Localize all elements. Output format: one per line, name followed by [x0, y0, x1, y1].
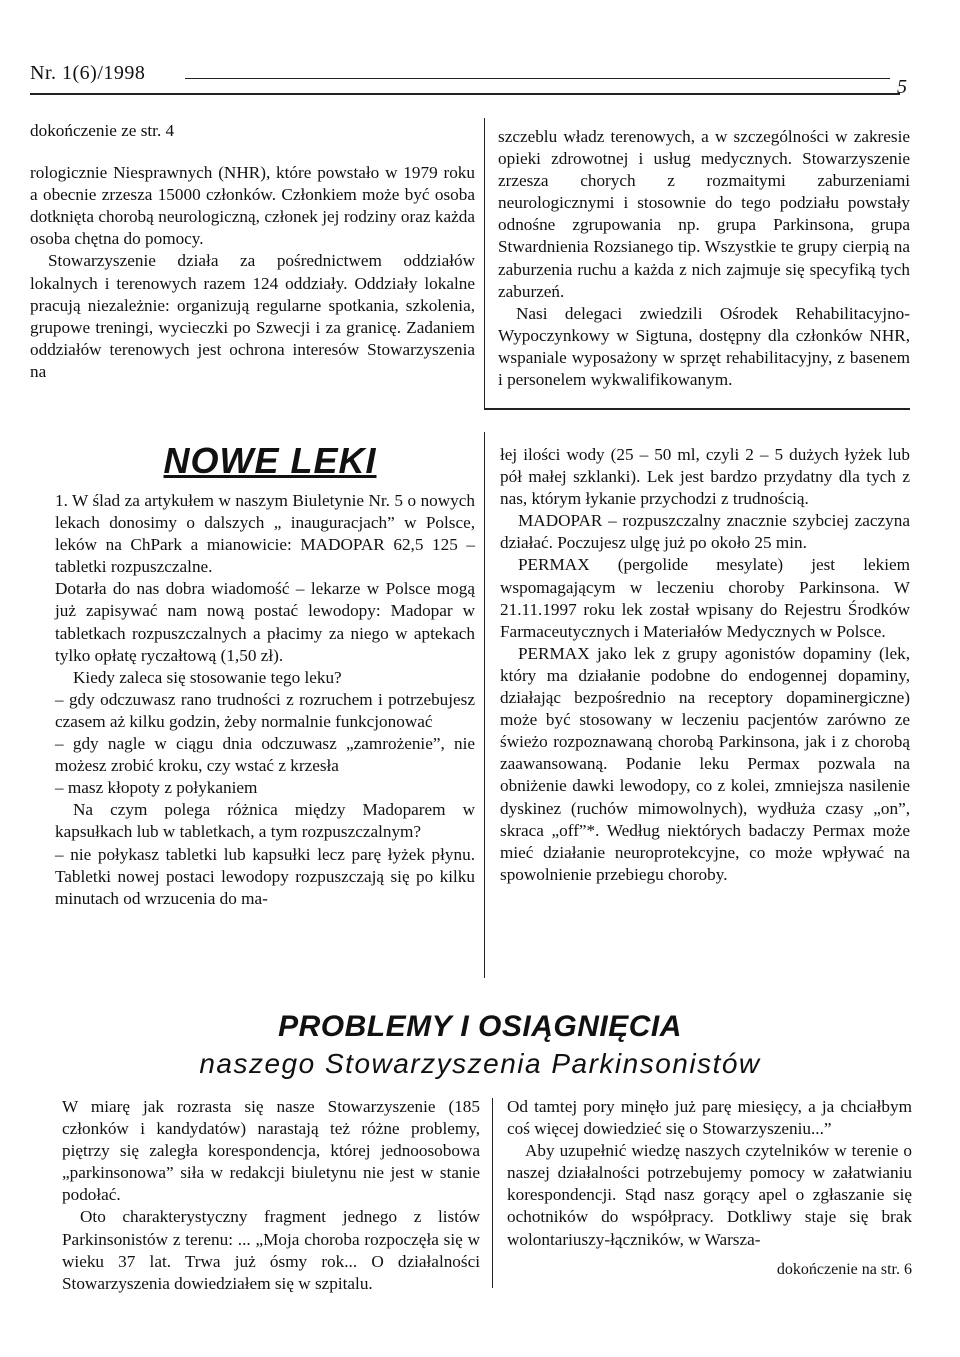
top-left-column	[30, 120, 475, 383]
paragraph: W miarę jak rozrasta się nasze Stowarzyszenie (185 członków i kandydatów) narastają też różne problemy, piętrzy się zaległa korespondencja, której jednoosobowa „parkinsonowa” siła w redakcji biuletynu nie jest w stanie podołać.	[62, 1097, 480, 1205]
list-item: – masz kłopoty z połykaniem	[55, 778, 258, 798]
list-item: – gdy odczuwasz rano trudności z rozruchem i potrzebujesz czasem aż kilku godzin, żeby normalnie funkcjonować	[55, 689, 475, 731]
paragraph: szczeblu władz terenowych, a w szczególności w zakresie opieki zdrowotnej i usług medycznych. Stowarzyszenie zrzesza chorych z rozmaitymi zaburzeniami neurologicznymi i stosownie do tego podziału powstały odnośne zgrupowania np. grupa Parkinsona, grupa Stwardnienia Rozsianego tip. Wszystkie te grupy cierpią na zaburzenia ruchu a każda z nich zajmuje się specyfiką tych zaburzeń.	[498, 127, 910, 301]
list-item: – nie połykasz tabletki lub kapsułki lecz parę łyżek płynu. Tabletki nowej postaci lewodopy rozpuszczają się po kilku minutach od wrzucenia do ma-	[55, 844, 475, 908]
paragraph: Od tamtej pory minęło już parę miesięcy, a ja chciałbym coś więcej dowiedzieć się o Stowarzyszeniu...”	[507, 1097, 912, 1139]
nowe-leki-left-column	[55, 490, 475, 910]
column-divider	[492, 1098, 493, 1288]
column-divider	[484, 118, 485, 408]
paragraph: Stowarzyszenie działa za pośrednictwem oddziałów lokalnych i terenowych razem 124 oddziały. Oddziały lokalne pracują niezależnie: organizują regularne spotkania, szkolenia, grupowe treningi, wycieczki po Szwecji i za granicę. Zadaniem oddziałów terenowych jest ochrona interesów Stowarzyszenia na	[30, 251, 475, 381]
issue-number: Nr. 1(6)/1998	[30, 62, 146, 84]
header-rule-bottom	[30, 93, 900, 95]
paragraph: PERMAX (pergolide mesylate) jest lekiem wspomagającym w leczeniu choroby Parkinsona. W 21.11.1997 roku lek został wpisany do Rejestru Środków Farmaceutycznych i Materiałów Medycznych w Polsce.	[500, 555, 910, 641]
paragraph: rologicznie Niesprawnych (NHR), które powstało w 1979 roku a obecnie zrzesza 15000 członków. Członkiem może być osoba dotknięta chorobą neurologiczną, członek jej rodziny oraz każda osoba chętna do pomocy.	[30, 163, 475, 249]
continued-from-note: dokończenie ze str. 4	[30, 121, 175, 140]
page-number: 5	[897, 76, 907, 98]
problemy-left-column	[62, 1096, 480, 1295]
column-divider	[484, 432, 485, 978]
paragraph: MADOPAR – rozpuszczalny znacznie szybciej zaczyna działać. Poczujesz ulgę już po około 25 min.	[500, 511, 910, 553]
paragraph: Dotarła do nas dobra wiadomość – lekarze w Polsce mogą już zapisywać nam nową postać lewodopy: Madopar w tabletkach rozpuszczalnych a płacimy za niego w aptekach tylko opłatę ryczałtową (1,50 zł).	[55, 579, 475, 665]
paragraph: Kiedy zaleca się stosowanie tego leku?	[73, 667, 342, 687]
paragraph: Na czym polega różnica między Madoparem w kapsułkach lub w tabletkach, a tym rozpuszczalnym?	[55, 800, 475, 842]
paragraph: 1. W ślad za artykułem w naszym Biuletynie Nr. 5 o nowych lekach donosimy o dalszych „ inauguracjach” w Polsce, leków na ChPark a mianowicie: MADOPAR 62,5 125 – tabletki rozpuszczalne.	[55, 491, 475, 577]
section-title-nowe-leki: NOWE LEKI	[163, 440, 377, 481]
paragraph: Nasi delegaci zwiedzili Ośrodek Rehabilitacyjno-Wypoczynkowy w Sigtuna, dostępny dla członków NHR, wspaniale wyposażony w sprzęt rehabilitacyjny, z basenem i personelem wykwalifikowanym.	[498, 303, 910, 390]
problemy-right-column	[507, 1096, 912, 1281]
section-subtitle: naszego Stowarzyszenia Parkinsonistów	[199, 1048, 761, 1079]
nowe-leki-right-column	[500, 444, 910, 886]
list-item: – gdy nagle w ciągu dnia odczuwasz „zamrożenie”, nie możesz zrobić kroku, czy wstać z krzesła	[55, 734, 475, 776]
continued-to-note: dokończenie na str. 6	[776, 1260, 912, 1278]
header-rule	[185, 78, 890, 79]
paragraph: Aby uzupełnić wiedzę naszych czytelników w terenie o naszej działalności potrzebujemy pomocy w załatwianiu korespondencji. Stąd nasz gorący apel o zgłaszanie się ochotników do współpracy. Dotkliwy staje się brak wolontariuszy-łączników, w Warsza-	[507, 1141, 912, 1249]
section-rule	[484, 408, 910, 410]
section-title-problemy: PROBLEMY I OSIĄGNIĘCIA	[278, 1010, 682, 1043]
paragraph: PERMAX jako lek z grupy agonistów dopaminy (lek, który ma działanie podobne do endogennej dopaminy, działając bezpośrednio na receptory dopaminergiczne) może być stosowany w leczeniu pacjentów zarówno ze świeżo rozpoznawaną chorobą Parkinsona, jak i z chorobą zaawansowaną. Podanie leku Permax pozwala na obniżenie dawki lewodopy, co z kolei, zmniejsza nasilenie dyskinez (ruchów mimowolnych), wydłuża czasy „on”, skraca „off”*. Według niektórych badaczy Permax może mieć działanie neuroprotekcyjne, co może wpływać na spowolnienie przebiegu choroby.	[500, 643, 910, 884]
paragraph: łej ilości wody (25 – 50 ml, czyli 2 – 5 dużych łyżek lub pół małej szklanki). Lek jest bardzo przydatny dla tych z nas, którym łykanie przychodzi z trudnością.	[500, 445, 910, 509]
top-right-column	[498, 126, 910, 391]
paragraph: Oto charakterystyczny fragment jednego z listów Parkinsonistów z terenu: ... „Moja choroba rozpoczęła się w wieku 37 lat. Trwa już ósmy rok... O działalności Stowarzyszenia dowiedziałem się w szpitalu.	[62, 1207, 480, 1293]
